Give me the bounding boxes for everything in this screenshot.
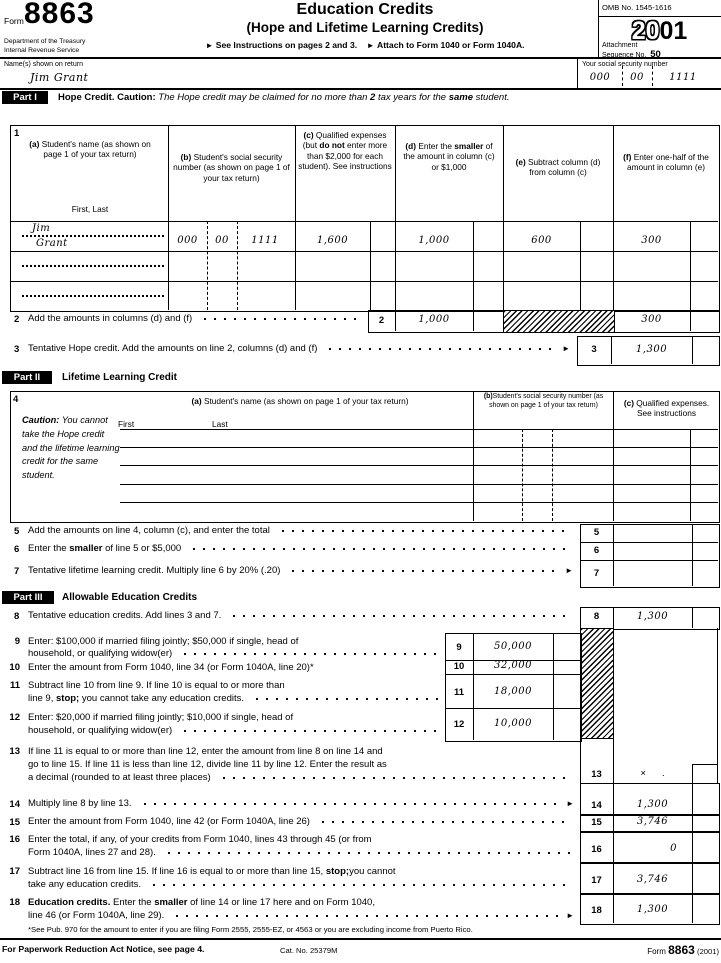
- dot-leader: [189, 545, 570, 553]
- divider: [10, 281, 718, 282]
- instruction-2: Attach to Form 1040 or Form 1040A.: [376, 40, 525, 50]
- student1-ssn-2[interactable]: 00: [215, 235, 229, 246]
- divider: [692, 607, 693, 628]
- line13-decimal-field[interactable]: [613, 768, 692, 779]
- line4-number: 4: [13, 394, 19, 405]
- line10-box-label: 10: [453, 661, 465, 672]
- part3-title: Allowable Education Credits: [62, 592, 198, 603]
- divider: [445, 708, 580, 709]
- line10-number: 10: [9, 662, 20, 673]
- line11-number: 11: [9, 680, 20, 691]
- arrow-icon: ►: [565, 565, 573, 575]
- line9-box-label: 9: [456, 642, 462, 653]
- line14-text: Multiply line 8 by line 13. ►: [28, 798, 574, 809]
- catalog-number: Cat. No. 25379M: [280, 946, 338, 955]
- line13-number: 13: [9, 746, 20, 757]
- line13-text-2: go to line 15. If line 11 is less than line 12, divide line 11 by line 12. Enter the result as: [28, 759, 387, 770]
- divider: [370, 221, 371, 310]
- form-subtitle: (Hope and Lifetime Learning Credits): [246, 20, 484, 35]
- line13-text-1: If line 11 is equal to or more than line 12, enter the amount from line 8 on line 14 and: [28, 746, 383, 757]
- line16-text-1: Enter the total, if any, of your credits from Form 1040, lines 43 through 45 (or from: [28, 834, 372, 845]
- dot-leader: [219, 774, 571, 782]
- line2-number: 2: [14, 314, 20, 325]
- divider: [0, 88, 721, 90]
- student1-col-d-field[interactable]: 1,000: [418, 235, 450, 246]
- divider: [10, 251, 718, 252]
- divider: [580, 221, 581, 310]
- line7-value-field[interactable]: [613, 560, 692, 586]
- col-a-subheader: First, Last: [71, 204, 109, 214]
- line11-box-label: 11: [453, 687, 465, 698]
- line12-number: 12: [9, 712, 20, 723]
- line13-box-label: 13: [591, 769, 602, 780]
- part3-badge: Part III: [2, 591, 54, 604]
- ssn-field-3[interactable]: 1111: [669, 72, 697, 83]
- line3-text: Tentative Hope credit. Add the amounts on line 2, columns (d) and (f) ►: [28, 343, 570, 354]
- line10-value-field[interactable]: 32,000: [494, 660, 532, 671]
- ll-student-row-1[interactable]: [120, 429, 718, 430]
- line3-value-field[interactable]: 1,300: [635, 344, 668, 355]
- dot-leader: [172, 912, 563, 920]
- student1-col-e-field[interactable]: 600: [531, 235, 552, 246]
- ll-student-row-3[interactable]: [120, 465, 718, 466]
- sequence-number: 50: [650, 49, 661, 60]
- line9-number: 9: [14, 636, 20, 647]
- line5-box-label: 5: [593, 527, 600, 538]
- divider: [652, 66, 653, 86]
- divider: [692, 336, 693, 364]
- name-label: Name(s) shown on return: [4, 61, 83, 68]
- line18-value-field[interactable]: 1,300: [636, 904, 669, 915]
- line18-number: 18: [9, 897, 20, 908]
- line12-text-1: Enter: $20,000 if married filing jointly; $10,000 if single, head of: [28, 712, 294, 723]
- shaded-cell: [503, 310, 615, 333]
- footer-year: (2001): [697, 947, 719, 956]
- dot-leader: [318, 818, 571, 826]
- line6-box-label: 6: [593, 545, 600, 556]
- divider: [553, 633, 554, 740]
- line11-value-field[interactable]: 18,000: [494, 686, 532, 697]
- line12-value-field[interactable]: 10,000: [494, 718, 532, 729]
- line17-text-1: Subtract line 16 from line 15. If line 16 is equal to or more than line 15, stop;you cannot: [28, 866, 396, 877]
- student2-name-line[interactable]: [22, 265, 164, 267]
- line15-value-field[interactable]: 3,746: [636, 816, 669, 827]
- part1-caption: Hope Credit. Caution: The Hope credit may be claimed for no more than 2 tax years for the same student.: [58, 92, 510, 103]
- line9-text-1: Enter: $100,000 if married filing jointly; $50,000 if single, head of: [28, 636, 299, 647]
- paperwork-notice: For Paperwork Reduction Act Notice, see page 4.: [2, 944, 205, 954]
- divider: [503, 125, 504, 310]
- divider: [473, 221, 474, 310]
- line8-number: 8: [14, 611, 20, 622]
- arrow-icon: ►: [366, 41, 375, 50]
- divider: [473, 310, 474, 331]
- col-c-header: (c) Qualified expenses (but do not enter more than $2,000 for each student). See instructions: [298, 130, 392, 172]
- line16-number: 16: [9, 834, 20, 845]
- decimal-point: .: [661, 768, 665, 779]
- line16-value-field[interactable]: 0: [670, 843, 677, 854]
- tax-year-bold: 01: [659, 17, 688, 45]
- line8-value-field[interactable]: 1,300: [636, 611, 669, 622]
- line8-box-label: 8: [593, 611, 600, 622]
- part2-col-a-header: (a) Student's name (as shown on page 1 of your tax return): [191, 396, 409, 406]
- line15-number: 15: [9, 817, 20, 828]
- line12-box-label: 12: [453, 719, 465, 730]
- line16-text-2: Form 1040A, lines 27 and 28).: [28, 847, 574, 858]
- divider: [692, 764, 718, 765]
- line17-value-field[interactable]: 3,746: [636, 874, 669, 885]
- line2-col-d-field[interactable]: 1,000: [418, 314, 450, 325]
- line14-value-field[interactable]: 1,300: [636, 799, 669, 810]
- footnote: *See Pub. 970 for the amount to enter if you are filing Form 2555, 2555-EZ, or 4563 or you are excluding income from Puerto Rico.: [28, 925, 473, 934]
- line12-text-2: household, or qualifying widow(er): [28, 725, 441, 736]
- dot-leader: [180, 650, 438, 658]
- tax-year-outline: 20: [631, 17, 660, 45]
- shaded-band: [580, 628, 614, 739]
- form-number: 8863: [24, 0, 95, 30]
- dot-leader: [140, 800, 564, 808]
- ssn-label: Your social security number: [582, 61, 668, 68]
- part2-title: Lifetime Learning Credit: [62, 372, 178, 383]
- ll-student-row-5[interactable]: [120, 502, 718, 503]
- agency-line-2: Internal Revenue Service: [4, 47, 80, 55]
- dot-leader: [288, 567, 562, 575]
- divider: [0, 938, 721, 940]
- sequence-label: Sequence No. 50: [602, 49, 661, 60]
- student1-last-name-field[interactable]: Grant: [36, 238, 68, 249]
- dot-leader: [200, 315, 357, 323]
- form-word: Form: [4, 16, 24, 26]
- divider: [613, 628, 614, 783]
- line16-box-label: 16: [591, 844, 602, 855]
- footer-form-id: Form 8863 (2001): [647, 943, 719, 957]
- line3-box-label: 3: [591, 344, 597, 355]
- form-instructions: [140, 40, 590, 51]
- line7-text: Tentative lifetime learning credit. Multiply line 6 by 20% (.20) ►: [28, 565, 573, 576]
- dot-leader: [149, 881, 571, 889]
- divider: [168, 125, 169, 310]
- student1-name-line[interactable]: [22, 235, 164, 237]
- part2-col-c-header: (c) Qualified expenses. See instructions: [623, 398, 710, 419]
- last-label: Last: [212, 419, 228, 429]
- line11-text-1: Subtract line 10 from line 9. If line 10 is equal to or more than: [28, 680, 285, 691]
- student1-ssn-1[interactable]: 000: [177, 235, 198, 246]
- ssn-field-2[interactable]: 00: [630, 72, 644, 83]
- student1-col-f-field[interactable]: 300: [641, 235, 662, 246]
- times-symbol: ×: [640, 768, 646, 779]
- divider: [690, 310, 691, 331]
- divider: [295, 125, 296, 310]
- divider: [613, 125, 614, 310]
- line2-box-label: 2: [378, 315, 385, 326]
- divider: [622, 66, 623, 86]
- line15-text: Enter the amount from Form 1040, line 42 (or Form 1040A, line 26): [28, 816, 574, 827]
- student1-expenses-field[interactable]: 1,600: [316, 235, 349, 246]
- student3-name-line[interactable]: [22, 295, 164, 297]
- divider: [10, 221, 718, 222]
- divider: [522, 429, 523, 521]
- line2-text: Add the amounts in columns (d) and (f): [28, 313, 360, 324]
- divider: [445, 674, 580, 675]
- col-a-header: (a) Student's name (as shown on page 1 of your tax return): [29, 139, 151, 160]
- instruction-1: See Instructions on pages 2 and 3.: [215, 40, 358, 50]
- arrow-icon: ►: [566, 798, 574, 808]
- omb-number: OMB No. 1545-1616: [602, 3, 672, 12]
- agency-line-1: Department of the Treasury: [4, 38, 86, 45]
- divider: [690, 429, 691, 521]
- line17-box-label: 17: [591, 875, 602, 886]
- divider: [717, 628, 718, 783]
- dot-leader: [325, 345, 559, 353]
- line17-number: 17: [9, 866, 20, 877]
- divider: [395, 125, 396, 310]
- dot-leader: [252, 695, 438, 703]
- part2-col-b-header: (b)Student's social security number (as shown on page 1 of your tax return): [483, 393, 604, 409]
- divider: [552, 429, 553, 521]
- line14-number: 14: [9, 799, 20, 810]
- line5-value-field[interactable]: [613, 524, 692, 542]
- first-label: First: [118, 419, 135, 429]
- arrow-icon: ►: [205, 41, 214, 50]
- dot-leader: [229, 612, 570, 620]
- ll-student-row-4[interactable]: [120, 484, 718, 485]
- line6-value-field[interactable]: [613, 542, 692, 560]
- line13-text-3: a decimal (rounded to at least three places): [28, 772, 574, 783]
- dot-leader: [164, 849, 571, 857]
- line6-text: Enter the smaller of line 5 or $5,000: [28, 543, 573, 554]
- line11-text-2: line 9, stop; you cannot take any education credits.: [28, 693, 441, 704]
- col-e-header: (e) Subtract column (d) from column (c): [515, 157, 601, 178]
- name-field[interactable]: Jim Grant: [30, 71, 89, 84]
- divider: [690, 221, 691, 310]
- line3-number: 3: [14, 344, 20, 355]
- divider: [0, 57, 721, 59]
- line18-box-label: 18: [591, 905, 602, 916]
- line1-number: 1: [14, 128, 20, 139]
- col-f-header: (f) Enter one-half of the amount in column (e): [623, 152, 709, 173]
- divider: [692, 783, 693, 923]
- line2-col-f-field[interactable]: 300: [641, 314, 662, 325]
- col-b-header: (b) Student's social security number (as shown on page 1 of your tax return): [173, 152, 290, 183]
- line18-text-2: line 46 (or Form 1040A, line 29). ►: [28, 910, 574, 921]
- form-title: Education Credits: [296, 1, 434, 18]
- divider: [577, 59, 578, 88]
- student1-ssn-3[interactable]: 1111: [251, 235, 279, 246]
- line6-number: 6: [14, 544, 20, 555]
- dot-leader: [278, 527, 570, 535]
- divider: [692, 764, 693, 783]
- attachment-label: Attachment: [602, 42, 638, 49]
- line4-caution: Caution: You cannot take the Hope credit and the lifetime learning credit for the same student.: [22, 415, 120, 481]
- part2-badge: Part II: [2, 371, 52, 384]
- line7-number: 7: [14, 566, 20, 577]
- line17-text-2: take any education credits.: [28, 879, 574, 890]
- line7-box-label: 7: [593, 568, 600, 579]
- arrow-icon: ►: [562, 343, 570, 353]
- line10-text-1: Enter the amount from Form 1040, line 34 (or Form 1040A, line 20)*: [28, 662, 314, 673]
- line9-value-field[interactable]: 50,000: [494, 641, 532, 652]
- footer-form-number: 8863: [668, 943, 695, 957]
- ssn-field-1[interactable]: 000: [589, 72, 611, 83]
- line15-box-label: 15: [591, 817, 602, 828]
- line9-text-2: household, or qualifying widow(er): [28, 648, 441, 659]
- arrow-icon: ►: [566, 910, 574, 920]
- line8-text: Tentative education credits. Add lines 3 and 7.: [28, 610, 573, 621]
- dot-leader: [180, 727, 438, 735]
- part1-badge: Part I: [2, 91, 48, 104]
- line5-text: Add the amounts on line 4, column (c), and enter the total: [28, 525, 573, 536]
- ll-student-row-2[interactable]: [120, 447, 718, 448]
- line5-number: 5: [14, 526, 20, 537]
- line14-box-label: 14: [591, 800, 602, 811]
- col-d-header: (d) Enter the smaller of the amount in column (c) or $1,000: [403, 141, 495, 172]
- divider: [692, 524, 693, 586]
- line18-text-1: Education credits. Enter the smaller of line 14 or line 17 here and on Form 1040,: [28, 897, 375, 908]
- student1-first-name-field[interactable]: Jim: [32, 223, 51, 234]
